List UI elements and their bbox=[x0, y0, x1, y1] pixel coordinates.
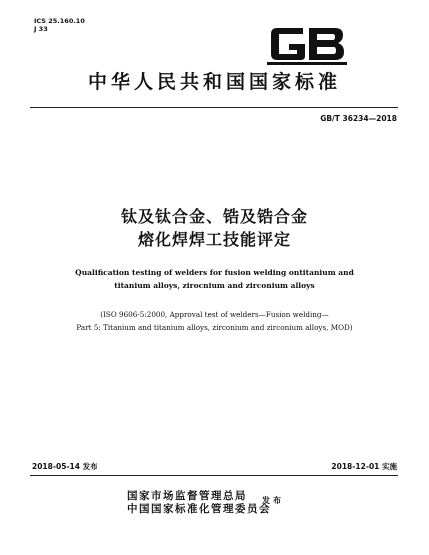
english-title-line-2: titanium alloys, zirocnium and zirconium alloys bbox=[114, 281, 315, 290]
ics-code: ICS 25.160.10 bbox=[34, 17, 85, 25]
chinese-title-line-1: 钛及钛合金、锆及锆合金 bbox=[120, 207, 308, 226]
iso-reference-line-2: Part 5: Titanium and titanium alloys, zirconium and zirconium alloys, MOD) bbox=[76, 323, 353, 332]
publish-label: 发布 bbox=[262, 496, 284, 505]
standard-title: 中华人民共和国国家标准 bbox=[87, 71, 341, 93]
chinese-title-line-2: 熔化焊焊工技能评定 bbox=[137, 230, 291, 249]
english-title-line-1: Qualification testing of welders for fusion welding ontitanium and bbox=[75, 268, 354, 277]
standard-number: GB/T 36234—2018 bbox=[320, 114, 397, 123]
ccs-code: J 33 bbox=[34, 25, 48, 33]
gb-logo-icon bbox=[267, 22, 347, 66]
agency-line-1: 国家市场监督管理总局 bbox=[127, 490, 247, 502]
bottom-divider bbox=[30, 475, 398, 476]
top-divider bbox=[30, 107, 398, 108]
iso-reference-line-1: (ISO 9606-5:2000, Approval test of welders—Fusion welding— bbox=[100, 310, 329, 319]
issue-date: 2018-05-14 发布 bbox=[32, 462, 98, 471]
agency-line-2: 中国国家标准化管理委员会 bbox=[127, 503, 271, 515]
implementation-date: 2018-12-01 实施 bbox=[331, 462, 397, 471]
